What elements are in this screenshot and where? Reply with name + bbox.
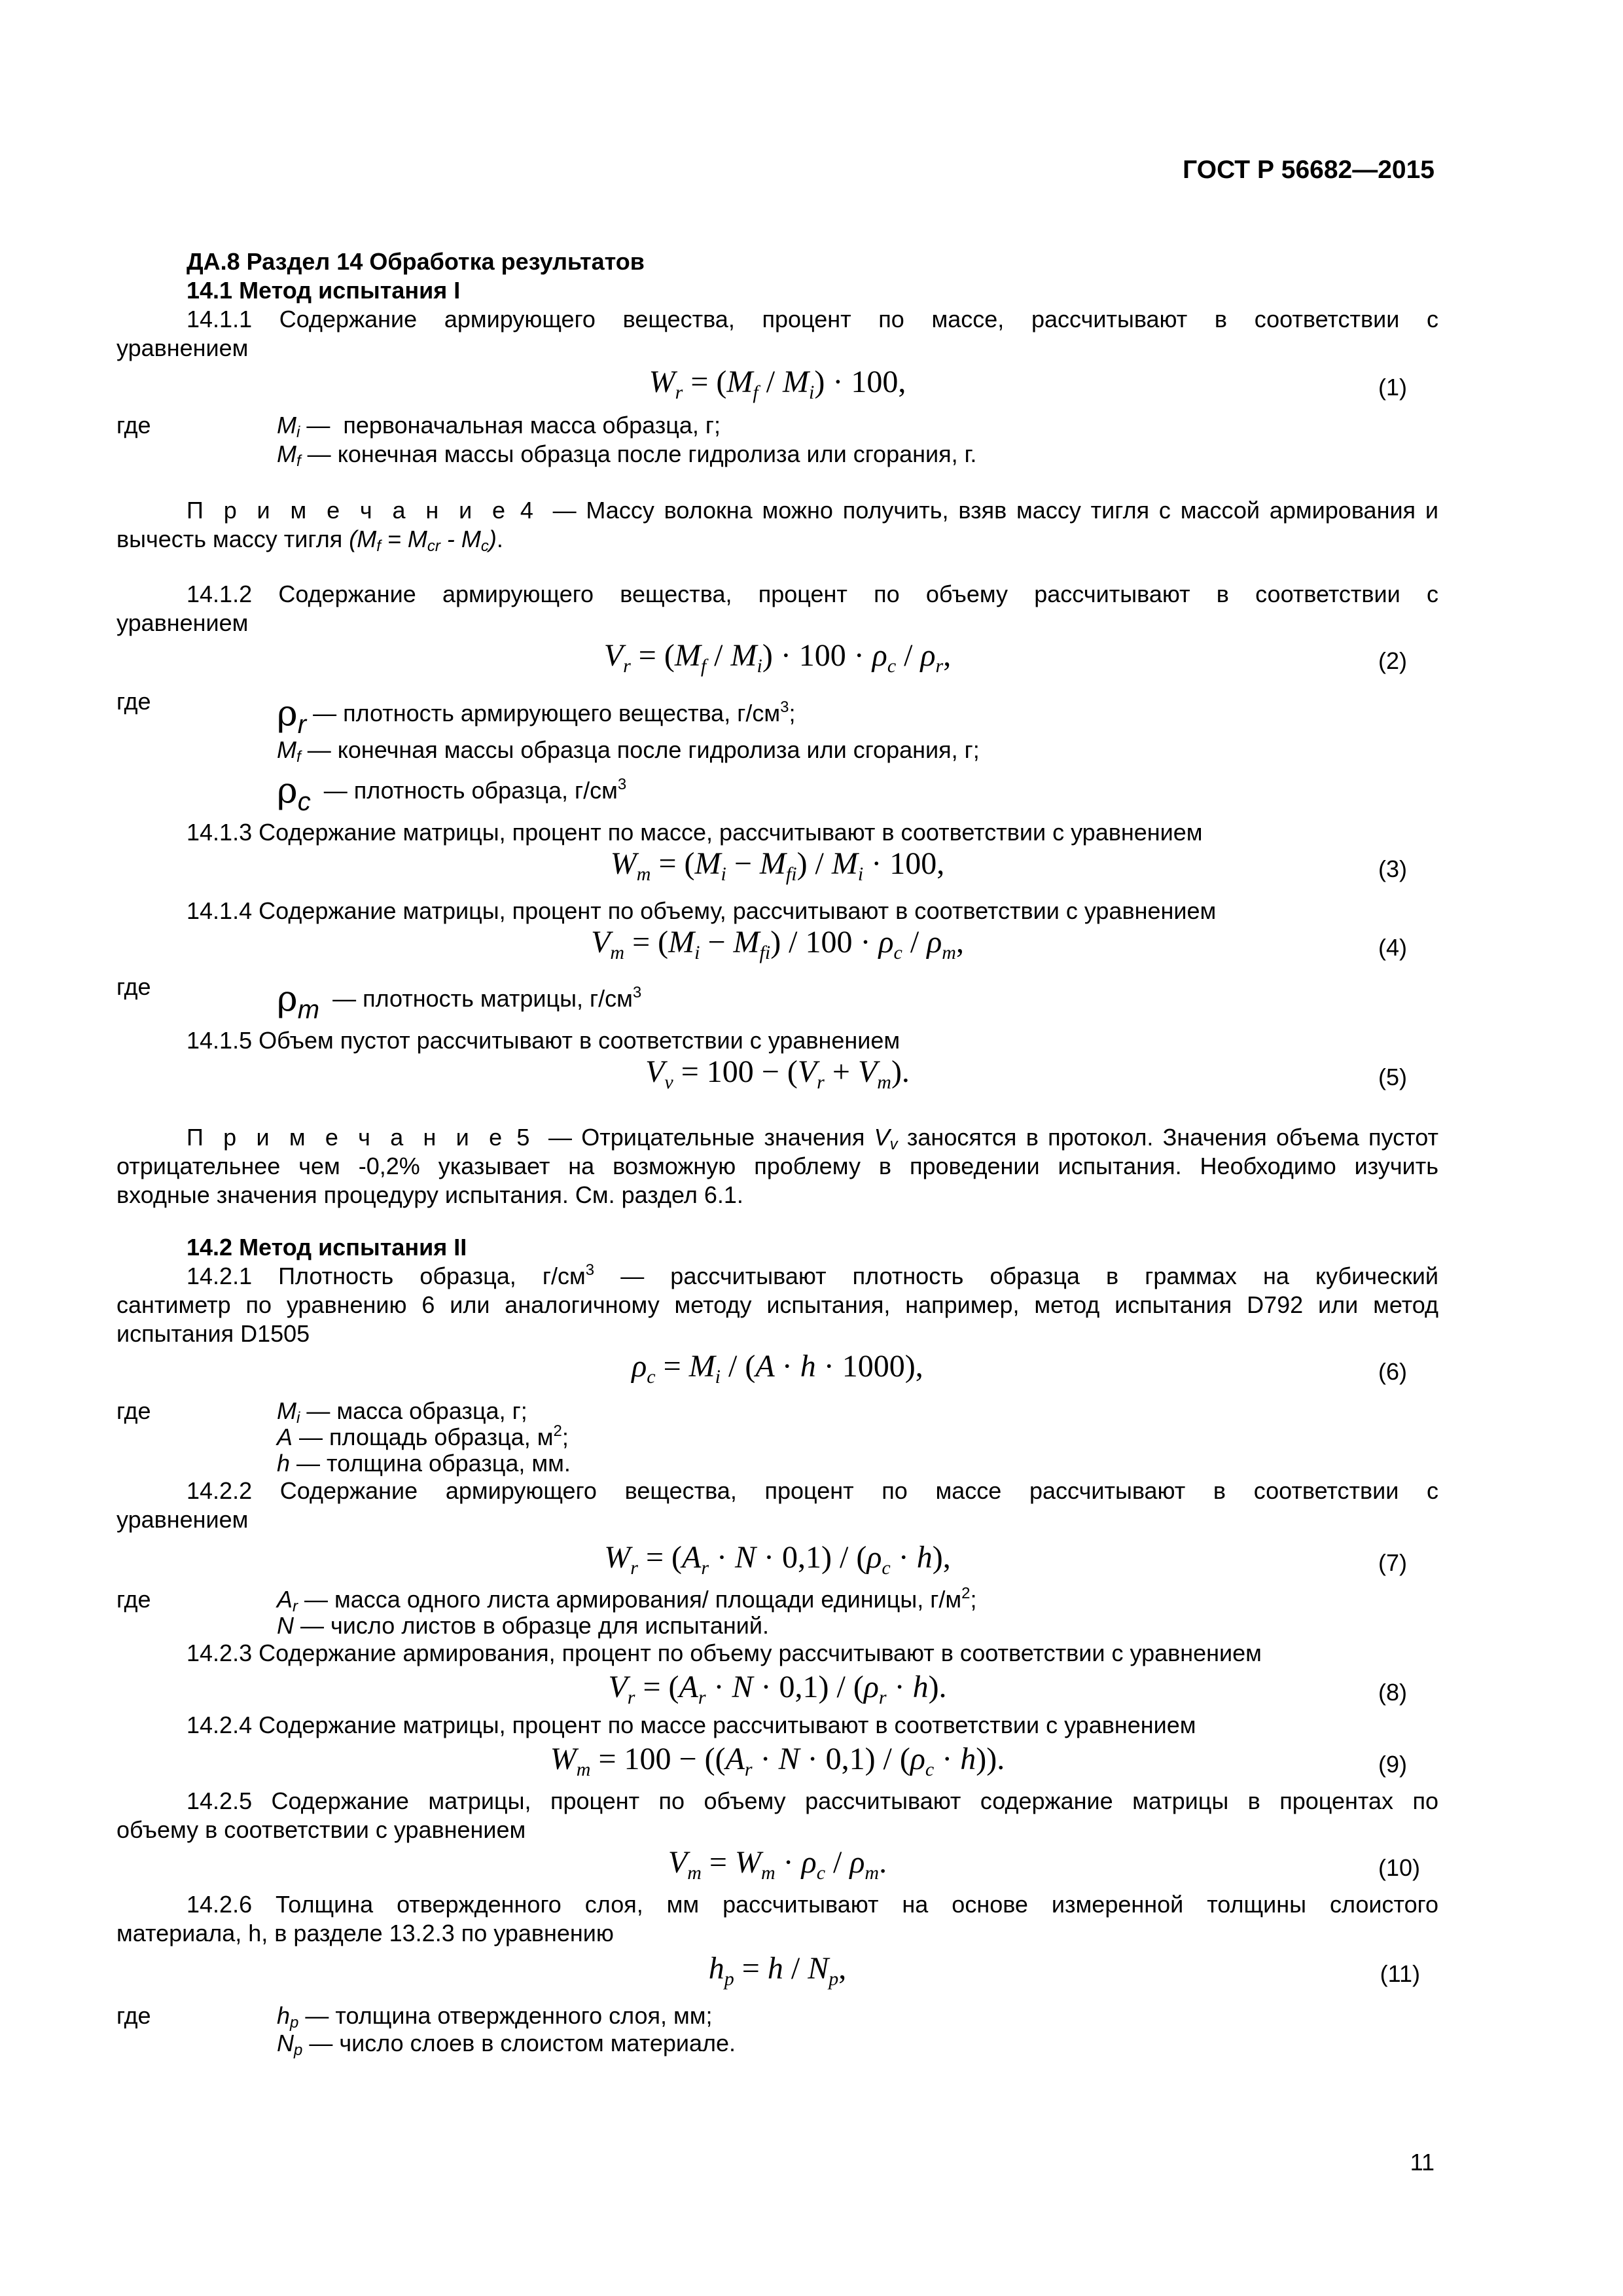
annex-heading: ДА.8 Раздел 14 Обработка результатов [187,248,645,275]
paragraph-14-2-5 [116,1787,1438,1844]
paragraph-line: материала, h, в разделе 13.2.3 по уравнению [116,1920,614,1946]
paragraph-line: испытания D1505 [116,1320,310,1347]
note-line: вычесть массу тигля $(M_f = M_{cr} - M_c)$. [116,526,503,555]
paragraph-14-1-1 [116,305,1438,363]
definition-a: A — площадь образца, $м^2$; [277,1422,569,1450]
equation-7: $W_r = (A_r \cdot N \cdot 0,1) / (\rho_c \cdot h)$, [604,1540,951,1579]
equation-10: $V_m = W_m \cdot \rho_c / \rho_m$. [668,1845,887,1884]
where-label: где [116,973,151,1000]
definition-rho-m: $\rho_m$ — плотность матрицы, $г/см^3$ [277,978,642,1024]
paragraph-14-1-4: 14.1.4 Содержание матрицы, процент по объему, рассчитывают в соответствии с уравнением [187,897,1217,924]
page-number: 11 [1410,2149,1435,2176]
equation-number: (2) [1378,647,1407,674]
where-label: где [116,688,151,715]
paragraph-line: 14.1.1 Содержание армирующего вещества, процент по массе, рассчитывают в соответствии с [187,306,1438,332]
definition-rho-c: $\rho_c$ — плотность образца, $г/см^3$ [277,770,627,816]
where-label: где [116,1586,151,1613]
definition-hp: $h_p$ — толщина отвержденного слоя, мм; [277,2002,713,2032]
definition-mi: $M_i$ — первоначальная масса образца, г; [277,412,721,441]
equation-number: (11) [1380,1960,1420,1987]
method-1-heading: 14.1 Метод испытания I [187,277,461,304]
document-standard-code: ГОСТ Р 56682—2015 [1183,156,1435,184]
paragraph-line: уравнением [116,1506,249,1533]
rho-symbol: $\rho_m$ [277,978,320,1024]
equation-8: $V_r = (A_r \cdot N \cdot 0,1) / (\rho_r \cdot h)$. [608,1670,947,1708]
note-line: входные значения процедуру испытания. См. раздел 6.1. [116,1181,743,1208]
note-line: П р и м е ч а н и е 4 — Массу волокна можно получить, взяв массу тигля с массой армирования и [187,497,1438,524]
paragraph-line: уравнением [116,334,249,361]
definition-mi: $M_i$ — масса образца, г; [277,1397,527,1427]
equation-number: (1) [1378,374,1407,401]
equation-9: $W_m = 100 - ((A_r \cdot N \cdot 0,1) / (\rho_c \cdot h))$. [550,1742,1005,1780]
note-line: П р и м е ч а н и е 5 — Отрицательные значения $V_v$ заносятся в протокол. Значения объема пустот [187,1124,1438,1153]
equation-6: $\rho_c = M_i / (A \cdot h \cdot 1000)$, [632,1349,923,1388]
paragraph-line: 14.2.1 Плотность образца, $г/см^3$ — рассчитывают плотность образца в граммах на кубический [187,1261,1438,1289]
definition-rho-r: $\rho_r$ — плотность армирующего вещества, $г/см^3$; [277,692,796,739]
method-2-heading: 14.2 Метод испытания II [187,1234,467,1261]
paragraph-14-1-3: 14.1.3 Содержание матрицы, процент по массе, рассчитывают в соответствии с уравнением [187,819,1203,846]
equation-number: (9) [1378,1751,1407,1778]
equation-5: $V_v = 100 - (V_r + V_m)$. [645,1054,910,1093]
equation-3: $W_m = (M_i - M_{fi}) / M_i \cdot 100$, [610,846,945,885]
definition-np: $N_p$ — число слоев в слоистом материале. [277,2030,736,2059]
paragraph-line: сантиметр по уравнению 6 или аналогичному методу испытания, например, метод испытания D792 или метод [116,1291,1438,1318]
where-label: где [116,1397,151,1424]
paragraph-14-2-1 [116,1262,1438,1348]
paragraph-line: 14.2.5 Содержание матрицы, процент по объему рассчитывают содержание матрицы в процентах по [187,1787,1438,1814]
definition-mf: $M_f$ — конечная массы образца после гидролиза или сгорания, г; [277,736,980,766]
note-line: отрицательнее чем -0,2% указывает на возможную проблему в проведении испытания. Необходимо изучить [116,1153,1438,1179]
equation-number: (10) [1378,1854,1420,1881]
paragraph-line: 14.2.2 Содержание армирующего вещества, процент по массе рассчитывают в соответствии с [187,1477,1438,1504]
equation-1: $W_r = (M_f / M_i) \cdot 100$, [649,365,906,403]
where-label: где [116,412,151,439]
paragraph-14-2-2 [116,1477,1438,1534]
equation-number: (5) [1378,1064,1407,1090]
equation-number: (8) [1378,1679,1407,1706]
paragraph-line: уравнением [116,609,249,636]
note-5 [116,1123,1438,1210]
paragraph-line: 14.2.6 Толщина отвержденного слоя, мм рассчитывают на основе измеренной толщины слоистого [187,1891,1438,1918]
note-4 [116,496,1438,554]
paragraph-line: 14.1.2 Содержание армирующего вещества, процент по объему рассчитывают в соответствии с [187,581,1438,607]
definition-mf: $M_f$ — конечная массы образца после гидролиза или сгорания, г. [277,440,977,470]
definition-ar: $A_r$ — масса одного листа армирования/ площади единицы, $г/м^2$; [277,1585,977,1615]
rho-symbol: $\rho_c$ [277,770,311,816]
definition-h: h — толщина образца, мм. [277,1450,571,1477]
paragraph-line: объему в соответствии с уравнением [116,1816,526,1843]
paragraph-14-2-4: 14.2.4 Содержание матрицы, процент по массе рассчитывают в соответствии с уравнением [187,1712,1196,1738]
equation-number: (7) [1378,1549,1407,1576]
equation-4: $V_m = (M_i - M_{fi}) / 100 \cdot \rho_c / \rho_m$, [591,925,964,963]
equation-number: (3) [1378,855,1407,882]
equation-11: $h_p = h / N_p$, [708,1951,847,1990]
definition-n: N — число листов в образце для испытаний. [277,1612,770,1639]
paragraph-14-1-5: 14.1.5 Объем пустот рассчитывают в соответствии с уравнением [187,1027,901,1054]
rho-symbol: $\rho_r$ [277,692,307,739]
equation-2: $V_r = (M_f / M_i) \cdot 100 \cdot \rho_c / \rho_r$, [603,638,952,677]
where-label: где [116,2002,151,2029]
paragraph-14-2-6 [116,1890,1438,1948]
equation-number: (4) [1378,934,1407,961]
equation-number: (6) [1378,1358,1407,1385]
paragraph-14-1-2 [116,580,1438,637]
paragraph-14-2-3: 14.2.3 Содержание армирования, процент по объему рассчитывают в соответствии с уравнением [187,1640,1262,1666]
